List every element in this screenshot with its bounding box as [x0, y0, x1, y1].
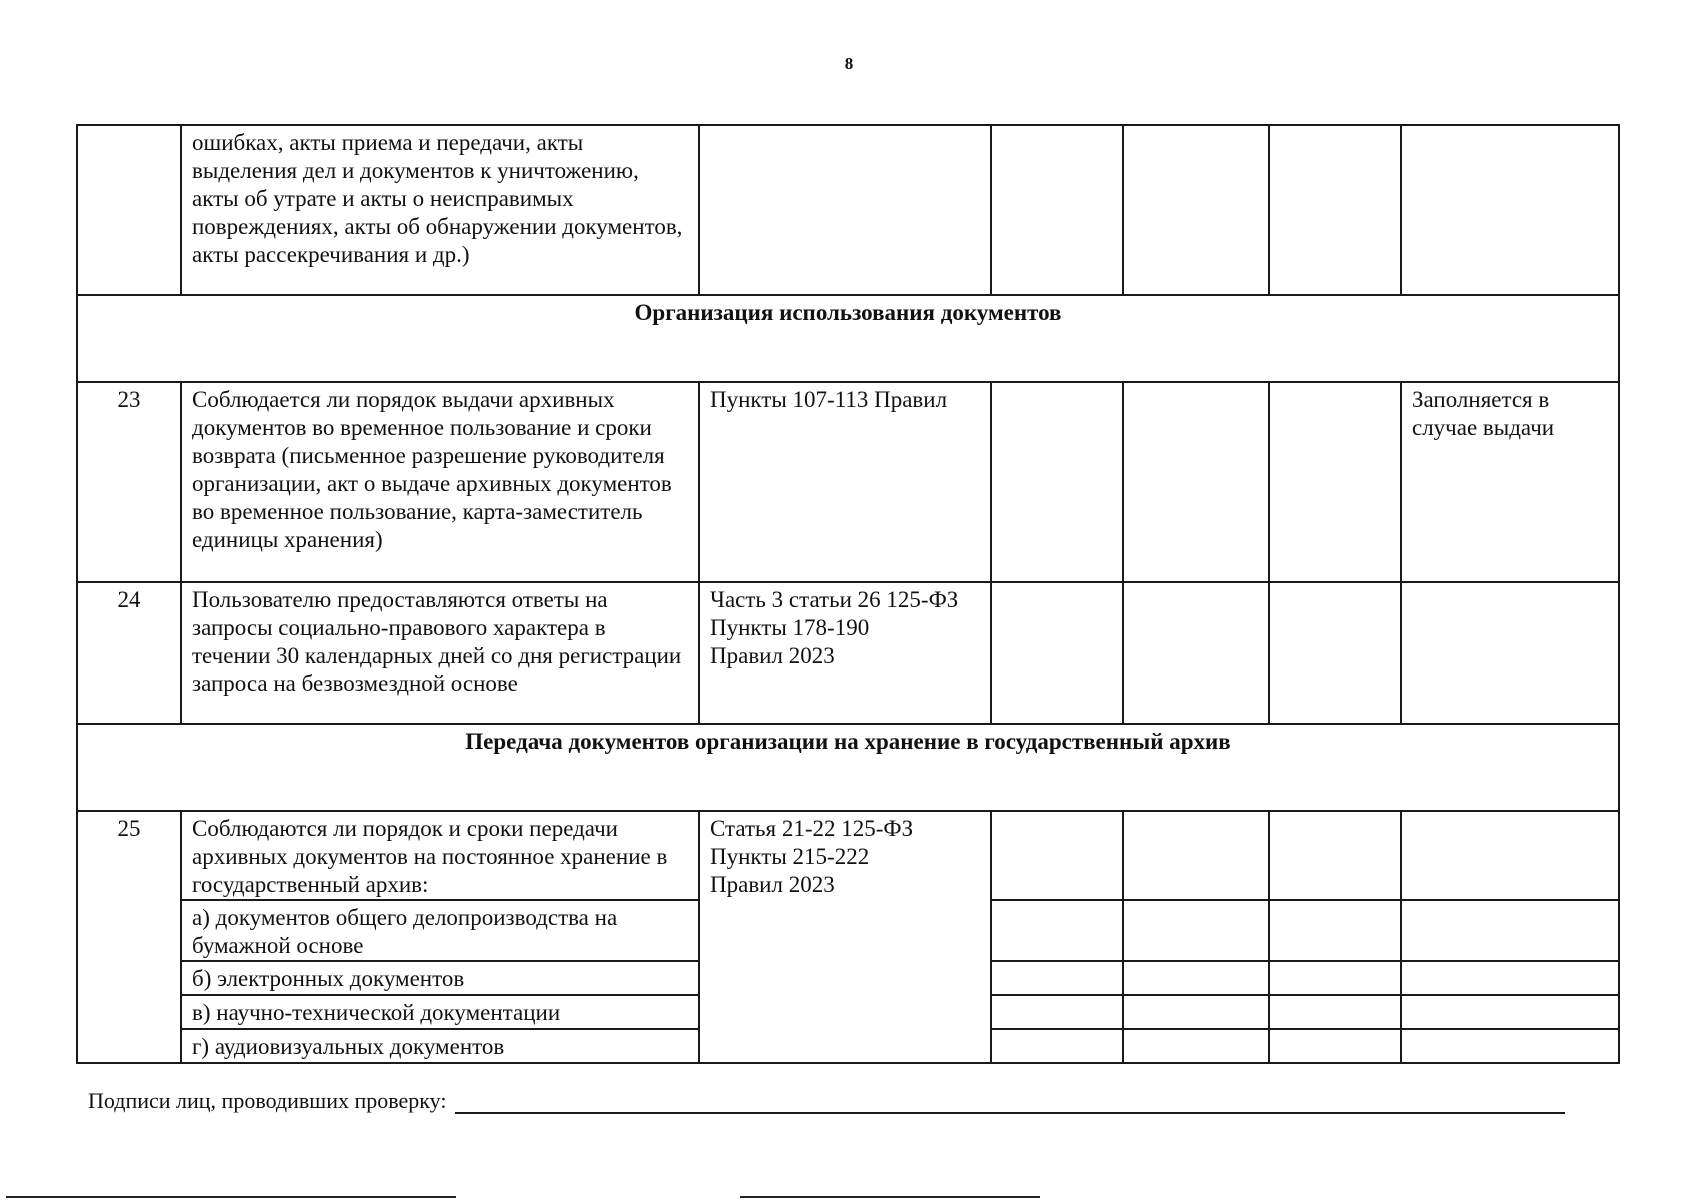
table-row-item-24 [77, 582, 1619, 724]
cell-basis [699, 811, 991, 1063]
basis-line: Правил 2023 [710, 643, 835, 668]
cell-empty [1269, 582, 1401, 724]
subitem-c: в) научно-технической документации [181, 995, 699, 1029]
cell-empty [1123, 900, 1269, 961]
item-number: 24 [77, 582, 181, 724]
subitem-b: б) электронных документов [181, 961, 699, 995]
cell-empty [1123, 961, 1269, 995]
cell-empty [1269, 811, 1401, 900]
cell-note: Заполняется в случае выдачи [1401, 382, 1619, 582]
cell-requirement: Соблюдается ли порядок выдачи архивных документов во временное пользование и сроки возврата (письменное разрешение руководителя организации, акт о выдаче архивных документов во временное пользование, карта-заместитель единицы хранения) [181, 382, 699, 582]
cell-empty [1269, 995, 1401, 1029]
table-row-continuation [77, 125, 1619, 295]
table-row-item-23 [77, 382, 1619, 582]
cell-note [1401, 995, 1619, 1029]
cell-basis [699, 582, 991, 724]
cell-empty [991, 582, 1123, 724]
cell-note [1401, 582, 1619, 724]
cell-empty [991, 900, 1123, 961]
cell-empty [1269, 382, 1401, 582]
section-heading-row [77, 724, 1619, 811]
cell-empty [991, 995, 1123, 1029]
cell-requirement: Соблюдаются ли порядок и сроки передачи архивных документов на постоянное хранение в государственный архив: [181, 811, 699, 900]
cell-empty [1123, 1029, 1269, 1063]
scan-artifact-line [6, 1196, 456, 1198]
cell-empty [1269, 125, 1401, 295]
basis-line: Часть 3 статьи 26 125-ФЗ [710, 587, 959, 612]
cell-note [1401, 125, 1619, 295]
signature-label: Подписи лиц, проводивших проверку: [88, 1088, 447, 1113]
cell-note [1401, 1029, 1619, 1063]
cell-empty [991, 811, 1123, 900]
cell-empty [1123, 382, 1269, 582]
cell-basis: Пункты 107-113 Правил [699, 382, 991, 582]
cell-requirement: ошибках, акты приема и передачи, акты выделения дел и документов к уничтожению, акты об утрате и акты о неисправимых повреждениях, акты об обнаружении документов, акты рассекречивания и др.) [181, 125, 699, 295]
basis-line: Пункты 215-222 [710, 844, 870, 869]
basis-line: Правил 2023 [710, 872, 835, 897]
cell-empty [1123, 582, 1269, 724]
cell-note [1401, 811, 1619, 900]
cell-empty [991, 1029, 1123, 1063]
cell-empty [1123, 995, 1269, 1029]
cell-empty [991, 961, 1123, 995]
item-number: 25 [77, 811, 181, 1063]
signature-line[interactable] [455, 1092, 1565, 1114]
page-number: 8 [844, 54, 854, 73]
cell-empty [1123, 811, 1269, 900]
cell-basis [699, 125, 991, 295]
basis-line: Пункты 178-190 [710, 615, 870, 640]
cell-empty [1269, 900, 1401, 961]
section-heading-transfer: Передача документов организации на хранение в государственный архив [77, 724, 1619, 811]
item-number: 23 [77, 382, 181, 582]
subitem-d: г) аудиовизуальных документов [181, 1029, 699, 1063]
subitem-a: а) документов общего делопроизводства на бумажной основе [181, 900, 699, 961]
cell-empty [991, 125, 1123, 295]
cell-requirement: Пользователю предоставляются ответы на запросы социально-правового характера в течении 30 календарных дней со дня регистрации запроса на безвозмездной основе [181, 582, 699, 724]
cell-empty [991, 382, 1123, 582]
cell-number [77, 125, 181, 295]
section-heading-usage: Организация использования документов [77, 295, 1619, 382]
basis-line: Статья 21-22 125-ФЗ [710, 816, 914, 841]
cell-empty [1269, 961, 1401, 995]
signature-block [88, 1088, 1565, 1114]
section-heading-row [77, 295, 1619, 382]
table-row-item-25 [77, 811, 1619, 900]
cell-note [1401, 900, 1619, 961]
inspection-table [76, 124, 1620, 1064]
cell-empty [1269, 1029, 1401, 1063]
scan-artifact-line [740, 1196, 1040, 1198]
cell-note [1401, 961, 1619, 995]
cell-empty [1123, 125, 1269, 295]
